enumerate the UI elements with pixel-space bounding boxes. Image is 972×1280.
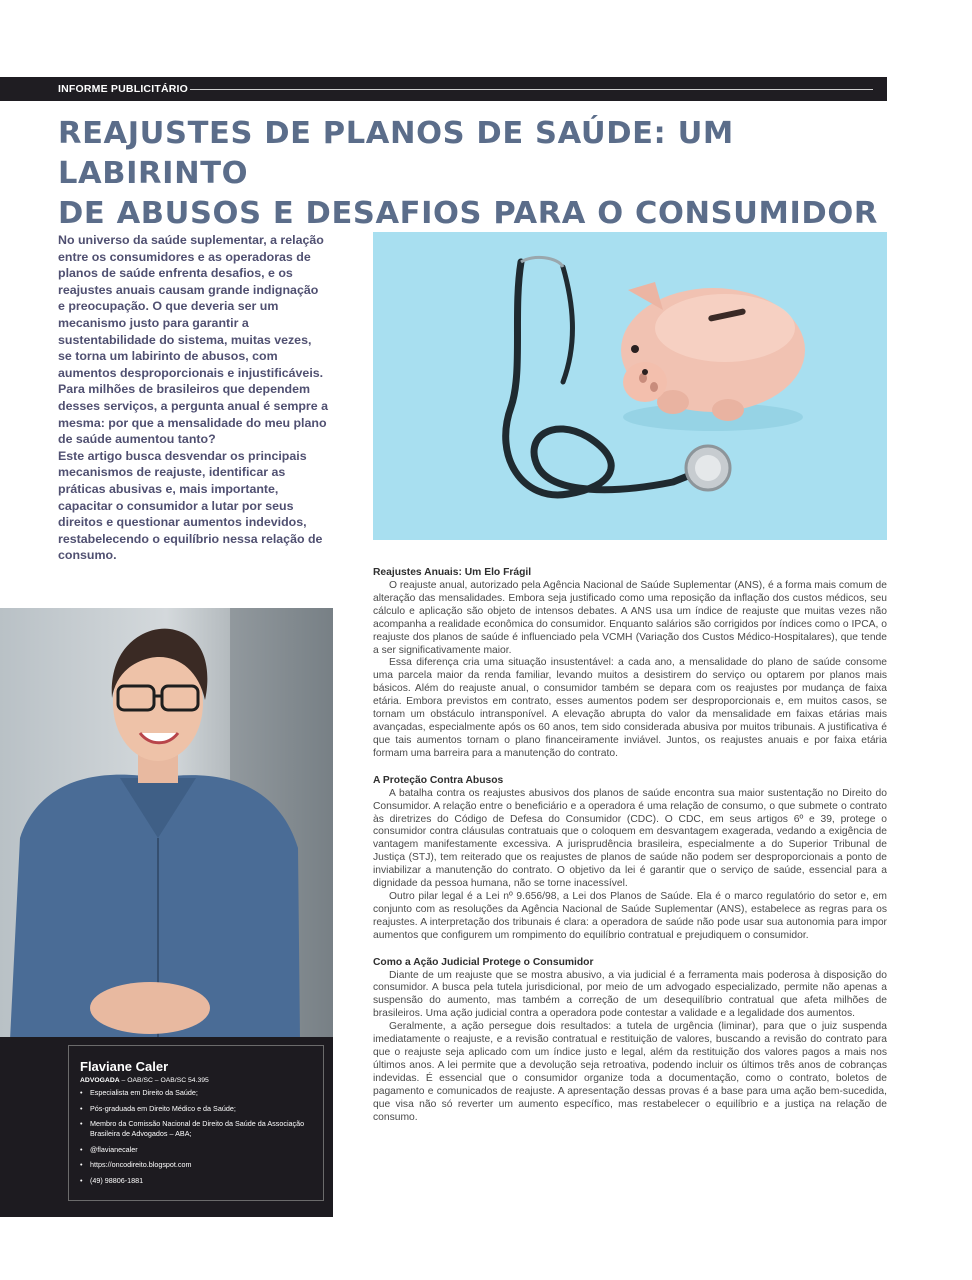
- portrait-illustration: [0, 608, 333, 1040]
- section-gap: [373, 943, 887, 956]
- lead-paragraph-1: No universo da saúde suplementar, a relação entre os consumidores e as operadoras de planos de saúde enfrenta desafios, e os reajustes anuais causam grande indignação e preocupação. O que deveria ser um mecanismo justo para garantir a sustentabilidade do sistema, muitas vezes, se torna um labirinto de abusos, com aumentos desproporcionais e injustificáveis. Para milhões de brasileiros que dependem desses serviços, a pergunta anual é sempre a mesma: por que a mensalidade do meu plano de saúde aumentou tanto?: [58, 233, 328, 447]
- piggy-bank-stethoscope-photo: [373, 232, 887, 540]
- section-gap: [373, 761, 887, 774]
- author-name: Flaviane Caler: [80, 1059, 169, 1074]
- author-blog-link[interactable]: • https://oncodireito.blogspot.com: [80, 1160, 320, 1170]
- author-registration: – OAB/SC – OAB/SC 54.395: [121, 1077, 209, 1084]
- headline-line-2: DE ABUSOS E DESAFIOS PARA O CONSUMIDOR: [58, 196, 878, 231]
- author-role: [80, 1077, 209, 1084]
- article-paragraph: A batalha contra os reajustes abusivos dos planos de saúde encontra sua maior sustentação no Direito do Consumidor. A relação entre o beneficiário e a operadora é uma relação de consumo, o que submete o contrato às diretrizes do Código de Defesa do Consumidor (CDC). O CDC, em seus artigos 6º e 39, protege o consumidor contra cláusulas contratuais que o coloquem em desvantagem exagerada, vedando a exigência de vantagem manifestamente excessiva. A jurisprudência brasileira, especialmente a do Superior Tribunal de Justiça (STJ), tem reiterado que os reajustes de planos de saúde não podem ser desproporcionais a ponto de inviabilizar a manutenção do contrato. O objetivo da lei é garantir que o serviço de saúde, essencial para a dignidade da pessoa humana, não se torne inacessível.: [373, 787, 887, 890]
- section-label: INFORME PUBLICITÁRIO: [58, 83, 188, 95]
- section-title-acao-judicial: Como a Ação Judicial Protege o Consumidor: [373, 956, 594, 968]
- article-body: [373, 566, 887, 1124]
- article-paragraph: Essa diferença cria uma situação insustentável: a cada ano, a mensalidade do plano de saúde consome uma parcela maior da renda familiar, levando muitos a desistirem do serviço ou optarem por planos mais básicos. Além do reajuste anual, o consumidor também se depara com os reajustes por mudança de faixa etária. Embora previstos em contrato, esses aumentos podem ser desproporcionais e, em muitos casos, se tornam um obstáculo intransponível. A elevação abrupta do valor da mensalidade em faixas etárias mais avançadas, especialmente após os 60 anos, tem sido considerada abusiva por muitos tribunais. A justificativa é que tais aumentos tornam o plano financeiramente inviável. Juntos, os reajustes anuais e por faixa etária formam uma barreira para a manutenção do contrato.: [373, 657, 887, 759]
- author-instagram[interactable]: • @flavianecaler: [80, 1145, 320, 1155]
- header-rule: [190, 89, 873, 90]
- section-header-bar: [0, 77, 887, 101]
- lead-paragraph-2: Este artigo busca desvendar os principais mecanismos de reajuste, identificar as práticas abusivas e, mais importante, capacitar o consumidor a lutar por seus direitos e questionar aumentos indevidos, restabelecendo o equilíbrio nessa relação de consumo.: [58, 448, 323, 563]
- credential-item: • Membro da Comissão Nacional de Direito da Saúde da Associação Brasileira de Advogados – ABA;: [80, 1119, 320, 1139]
- article-paragraph: Geralmente, a ação persegue dois resultados: a tutela de urgência (liminar), para que o juiz suspenda imediatamente o reajuste, e a revisão contratual e restituição de valores, buscando a revisão do contrato para que o reajuste seja aplicado com um índice justo e legal, além da restituição dos valores pagos a mais nos últimos anos. A lei permite que a devolução seja retroativa, podendo incluir os últimos três anos de cobranças indevidas. É essencial que o consumidor organize toda a documentação, como o contrato, boletos de pagamento e comunicados de reajuste. A apresentação dessas provas é a base para uma ação bem-sucedida, que visa não só reverter um aumento específico, mas restabelecer o equilíbrio e a justiça na relação de consumo.: [373, 1021, 887, 1123]
- section-title-reajustes: Reajustes Anuais: Um Elo Frágil: [373, 567, 532, 578]
- author-portrait: [0, 608, 333, 1040]
- article-paragraph: O reajuste anual, autorizado pela Agência Nacional de Saúde Suplementar (ANS), é a forma mais comum de alteração das mensalidades. Embora seja justificado como uma reposição da inflação dos custos médicos, seu cálculo e aplicação são objeto de intensos debates. A ANS usa um índice de reajuste que muitas vezes não acompanha a realidade econômica do consumidor. Enquanto salários são corrigidos por índices como o IPCA, o reajuste dos planos de saúde é influenciado pela VCMH (Variação dos Custos Médico-Hospitalares), que tende a ser significativamente maior.: [373, 580, 887, 656]
- lead-text: [58, 232, 328, 564]
- author-title: ADVOGADA: [80, 1077, 120, 1084]
- author-credentials-list: [80, 1088, 320, 1191]
- credential-item: • Pós-graduada em Direito Médico e da Saúde;: [80, 1104, 320, 1114]
- article-paragraph: Diante de um reajuste que se mostra abusivo, a via judicial é a ferramenta mais poderosa à disposição do consumidor. A busca pela tutela jurisdicional, por meio de um advogado especializado, permite não apenas a suspensão do aumento, mas também a correção de um desequilíbrio contratual que afeta milhões de brasileiros. Uma ação judicial contra a operadora pode contestar a validade e a legalidade dos aumentos.: [373, 969, 887, 1020]
- article-headline: [58, 114, 908, 234]
- article-paragraph: Outro pilar legal é a Lei nº 9.656/98, a Lei dos Planos de Saúde. Ela é o marco regulatório do setor e, em conjunto com as resoluções da Agência Nacional de Saúde Suplementar (ANS), estabelece as regras para os reajustes. A interpretação dos tribunais é clara: a operadora de saúde não pode usar sua autonomia para impor aumentos que configurem um rompimento do equilíbrio contratual e prejudiquem o consumidor.: [373, 890, 887, 941]
- section-title-protecao: A Proteção Contra Abusos: [373, 774, 504, 786]
- piggy-illustration: [373, 232, 887, 540]
- headline-line-1: REAJUSTES DE PLANOS DE SAÚDE: UM LABIRINTO: [58, 116, 734, 191]
- author-phone: • (49) 98806-1881: [80, 1176, 320, 1186]
- credential-item: • Especialista em Direito da Saúde;: [80, 1088, 320, 1098]
